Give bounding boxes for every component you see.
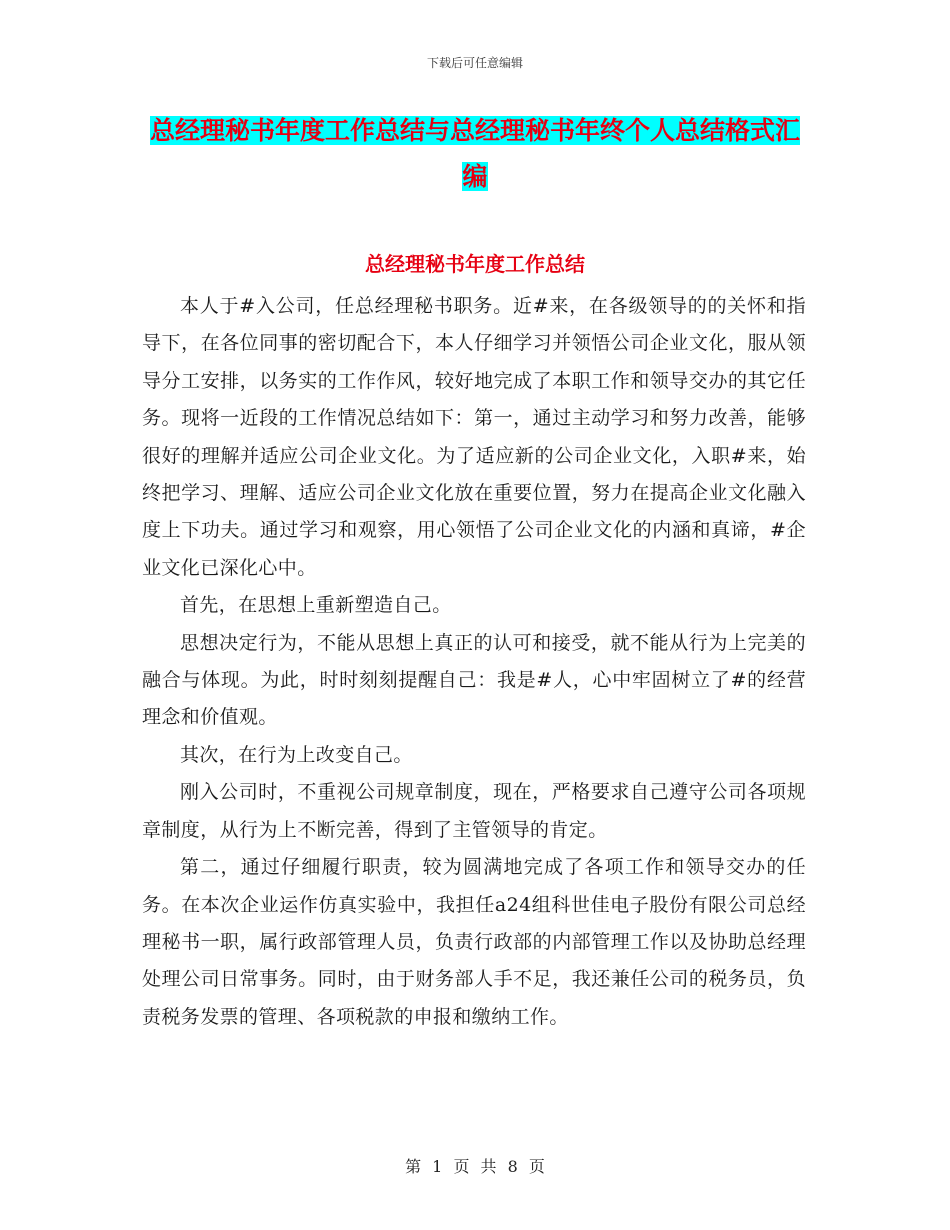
paragraph: 本人于#入公司，任总经理秘书职务。近#来，在各级领导的的关怀和指导下，在各位同事的密切配合下，本人仔细学习并领悟公司企业文化，服从领导分工安排，以务实的工作作风，较好地完成了本职工作和领导交办的其它任务。现将一近段的工作情况总结如下：第一，通过主动学习和努力改善，能够很好的理解并适应公司企业文化。为了适应新的公司企业文化，入职#来，始终把学习、理解、适应公司企业文化放在重要位置，努力在提高企业文化融入度上下功夫。通过学习和观察，用心领悟了公司企业文化的内涵和真谛，#企业文化已深化心中。 [142, 295, 806, 579]
paragraph: 第二，通过仔细履行职责，较为圆满地完成了各项工作和领导交办的任务。在本次企业运作仿真实验中，我担任a24组科世佳电子股份有限公司总经理秘书一职，属行政部管理人员，负责行政部的内部管理工作以及协助总经理处理公司日常事务。同时，由于财务部人手不足，我还兼任公司的税务员，负责税务发票的管理、各项税款的申报和缴纳工作。 [142, 856, 806, 1028]
section-title: 总经理秘书年度工作总结 [365, 252, 585, 276]
document-title [140, 108, 810, 200]
document-body [142, 288, 806, 1036]
page-footer: 第 1 页 共 8 页 [405, 1157, 545, 1176]
header-note: 下载后可任意编辑 [426, 56, 523, 70]
document-title-text: 总经理秘书年度工作总结与总经理秘书年终个人总结格式汇编 [149, 116, 800, 191]
paragraph: 其次，在行为上改变自己。 [180, 743, 413, 766]
paragraph: 首先，在思想上重新塑造自己。 [180, 594, 452, 617]
paragraph: 思想决定行为，不能从思想上真正的认可和接受，就不能从行为上完美的融合与体现。为此，时时刻刻提醒自己：我是#人，心中牢固树立了#的经营理念和价值观。 [142, 631, 806, 729]
paragraph: 刚入公司时，不重视公司规章制度，现在，严格要求自己遵守公司各项规章制度，从行为上不断完善，得到了主管领导的肯定。 [142, 781, 806, 841]
